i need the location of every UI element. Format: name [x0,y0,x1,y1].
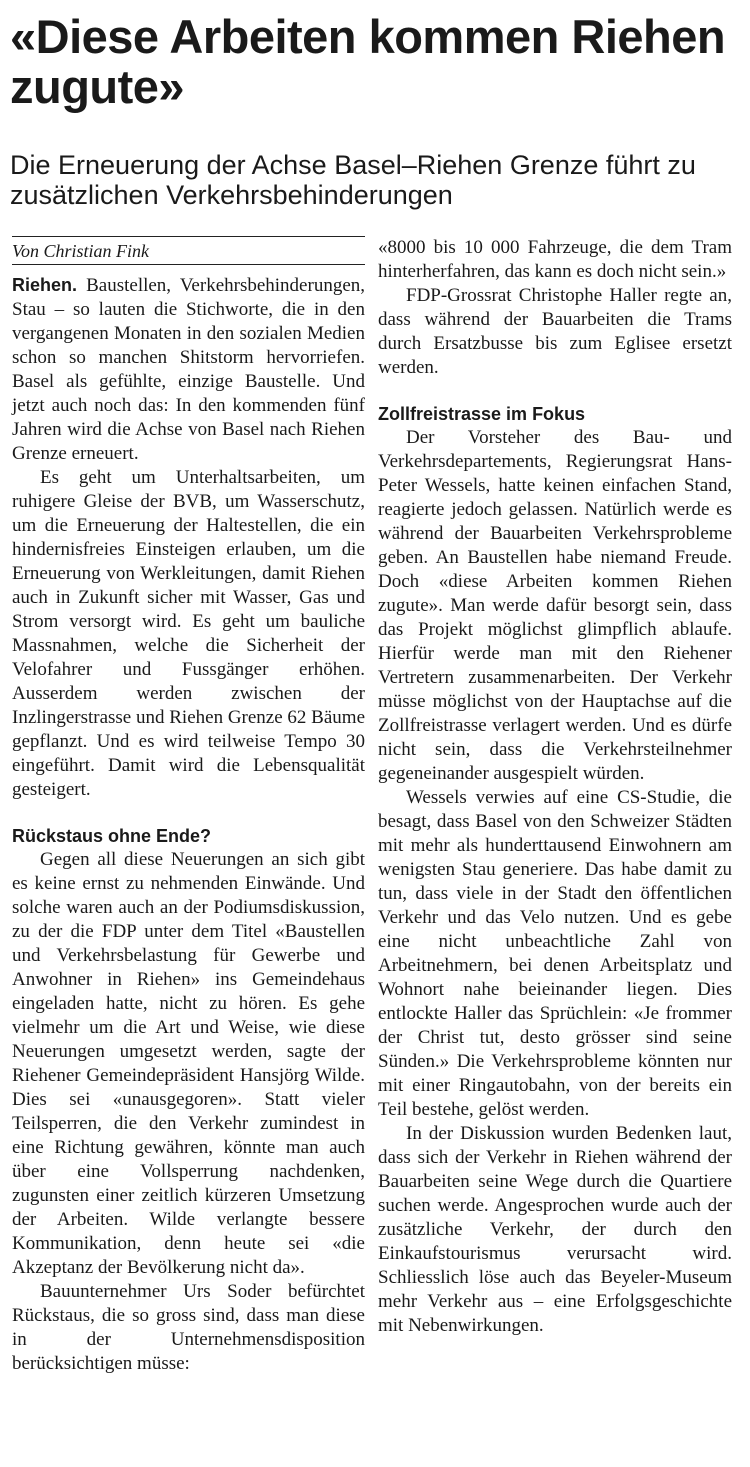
paragraph: Der Vorsteher des Bau- und Verkehrsdepartements, Regierungsrat Hans-Peter Wessels, hatte keinen einfachen Stand, reagierte jedoch gelassen. Natürlich werde es während der Bauarbeiten Verkehrsprobleme geben. An Baustellen habe niemand Freude. Doch «diese Arbeiten kommen Riehen zugute». Man werde dafür besorgt sein, dass das Projekt möglichst glimpflich ablaufe. Hierfür werde man mit den Riehener Vertretern zusammenarbeiten. Der Verkehr müsse möglichst von der Hauptachse auf die Zollfreistrasse verlagert werden. Und es dürfe nicht sein, dass die Verkehrsteilnehmer gegeneinander ausgespielt würden. [378,427,732,784]
paragraph: Gegen all diese Neuerungen an sich gibt es keine ernst zu nehmenden Einwände. Und solche waren auch an der Podiumsdiskussion, zu der die FDP unter dem Titel «Baustellen und Verkehrsbelastung für Gewerbe und Anwohner in Riehen» ins Gemeindehaus eingeladen hatte, nicht zu hören. Es gehe vielmehr um die Art und Weise, wie diese Neuerungen umgesetzt werden, sagte der Riehener Gemeindepräsident Hansjörg Wilde. Dies sei «unausgegoren». Statt vieler Teilsperren, die den Verkehr zumindest in eine Richtung gewähren, könnte man auch über eine Vollsperrung nachdenken, zugunsten einer zeitlich kürzeren Umsetzung der Arbeiten. Wilde verlangte bessere Kommunikation, denn heute sei «die Akzeptanz der Bevölkerung nicht da». [12,849,365,1278]
paragraph: Wessels verwies auf eine CS-Studie, die besagt, dass Basel von den Schweizer Städten mit mehr als hunderttausend Einwohnern am wenigsten Stau generiere. Das habe damit zu tun, dass viele in der Stadt den öffentlichen Verkehr und das Velo nutzen. Und es gebe eine nicht unbeachtliche Zahl von Arbeitnehmern, bei denen Arbeitsplatz und Wohnort nahe beieinander liegen. Dies entlockte Haller das Sprüchlein: «Je frommer der Christ tut, desto grösser sind seine Sünden.» Die Verkehrsprobleme könnten nur mit einer Ringautobahn, von der bereits ein Teil bestehe, gelöst werden. [378,787,732,1120]
section-heading: Rückstaus ohne Ende? [12,826,212,846]
article-column-right [378,236,732,1338]
article-column-left [12,236,365,1376]
section-heading: Zollfreistrasse im Fokus [378,404,586,424]
byline: Von Christian Fink [12,236,365,265]
paragraph: In der Diskussion wurden Bedenken laut, dass sich der Verkehr in Riehen während der Bauarbeiten seine Wege durch die Quartiere suchen werde. Angesprochen wurde auch der zusätzliche Verkehr, der durch den Einkaufstourismus verursacht wird. Schliesslich löse auch das Beyeler-Museum mehr Verkehr aus – eine Erfolgsgeschichte mit Nebenwirkungen. [378,1123,732,1336]
paragraph: Bauunternehmer Urs Soder befürchtet Rückstaus, die so gross sind, dass man diese in der Unternehmensdisposition berücksichtigen müsse: [12,1281,365,1374]
article-headline: «Diese Arbeiten kommen Riehen zugute» [10,10,726,113]
article-subheadline: Die Erneuerung der Achse Basel–Riehen Grenze führt zu zusätzlichen Verkehrsbehinderungen [10,150,696,210]
paragraph: «8000 bis 10 000 Fahrzeuge, die dem Tram hinterherfahren, das kann es doch nicht sein.» [378,237,732,282]
paragraph [12,273,365,466]
paragraph: FDP-Grossrat Christophe Haller regte an, dass während der Bauarbeiten die Trams durch Ersatzbusse bis zum Eglisee ersetzt werden. [378,285,732,378]
dateline: Riehen. [12,275,78,295]
paragraph: Es geht um Unterhaltsarbeiten, um ruhigere Gleise der BVB, um Wasserschutz, um die Erneuerung der Haltestellen, die ein hindernisfreies Einsteigen erlauben, um die Erneuerung von Werkleitungen, damit Riehen auch in Zukunft sicher mit Wasser, Gas und Strom versorgt wird. Es geht um bauliche Massnahmen, welche die Sicherheit der Velofahrer und Fussgänger erhöhen. Ausserdem werden zwischen der Inzlingerstrasse und Riehen Grenze 62 Bäume gepflanzt. Und es wird teilweise Tempo 30 eingeführt. Damit wird die Lebensqualität gesteigert. [12,467,365,800]
paragraph-text: Baustellen, Verkehrsbehinderungen, Stau – so lauten die Stichworte, die in den vergangenen Monaten in den sozialen Medien schon so manchen Shitstorm hervorriefen. Basel als gefühlte, einzige Baustelle. Und jetzt auch noch das: In den kommenden fünf Jahren wird die Achse von Basel nach Riehen Grenze erneuert. [12,275,365,464]
